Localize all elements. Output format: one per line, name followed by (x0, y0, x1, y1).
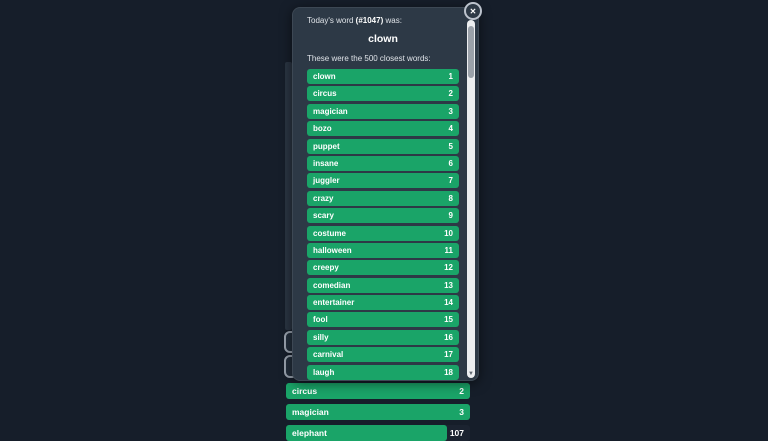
word-label: crazy (313, 193, 334, 203)
word-label: fool (313, 315, 328, 325)
word-label: costume (313, 228, 346, 238)
guess-word-label: magician (292, 407, 329, 417)
word-rank: 17 (444, 350, 453, 360)
scroll-down-arrow-icon[interactable]: ▼ (468, 371, 474, 377)
word-label: laugh (313, 367, 335, 377)
title-suffix: was: (383, 16, 402, 25)
word-row (307, 243, 459, 258)
guess-row-text (286, 425, 470, 441)
word-row (307, 191, 459, 206)
word-rank: 8 (448, 193, 453, 203)
word-rank: 3 (448, 106, 453, 116)
word-rank: 13 (444, 280, 453, 290)
word-row (307, 86, 459, 101)
word-label: juggler (313, 176, 340, 186)
guess-rank: 3 (459, 407, 464, 417)
word-rank: 4 (448, 124, 453, 134)
word-label: magician (313, 106, 348, 116)
scrollbar-thumb[interactable] (468, 26, 474, 78)
modal-scrollbar[interactable] (467, 20, 475, 378)
word-row (307, 69, 459, 84)
word-row (307, 121, 459, 136)
close-button[interactable] (464, 2, 482, 20)
word-rank: 15 (444, 315, 453, 325)
guess-row (286, 425, 470, 441)
word-rank: 10 (444, 228, 453, 238)
word-label: bozo (313, 124, 332, 134)
word-row (307, 104, 459, 119)
word-rank: 6 (448, 158, 453, 168)
modal-content (293, 8, 478, 380)
word-rank: 9 (448, 211, 453, 221)
modal-title (307, 15, 459, 26)
guess-rank: 107 (449, 428, 464, 438)
word-label: creepy (313, 263, 339, 273)
todays-word: clown (368, 33, 398, 45)
guess-row (286, 404, 470, 420)
guess-row-text (286, 383, 470, 399)
puzzle-number: (#1047) (355, 16, 384, 25)
word-rank: 18 (444, 367, 453, 377)
word-label: comedian (313, 280, 351, 290)
word-row (307, 260, 459, 275)
word-label: clown (313, 72, 336, 81)
word-label: puppet (313, 141, 340, 151)
word-row (307, 278, 459, 293)
word-rank: 16 (444, 332, 453, 342)
closest-words-modal (292, 7, 479, 381)
guess-word-label: elephant (292, 428, 327, 438)
guess-rows (286, 383, 470, 441)
word-rank: 11 (444, 245, 453, 255)
guess-word-label: circus (292, 386, 318, 396)
word-label: carnival (313, 350, 344, 360)
word-rank: 2 (448, 89, 453, 99)
word-rank: 5 (448, 141, 453, 151)
word-label: scary (313, 211, 334, 221)
word-label: circus (313, 89, 337, 99)
word-label: silly (313, 332, 329, 342)
word-label: halloween (313, 245, 352, 255)
word-rank: 12 (444, 263, 453, 273)
modal-subtitle: These were the 500 closest words: (307, 54, 431, 63)
word-label: entertainer (313, 298, 355, 308)
closest-words-list (307, 69, 459, 380)
word-rank: 1 (448, 72, 453, 81)
word-rank: 14 (444, 298, 453, 308)
word-row (307, 347, 459, 362)
dimmed-background-strip (285, 62, 292, 330)
word-row (307, 156, 459, 171)
word-row (307, 330, 459, 345)
title-prefix: Today's word (307, 16, 356, 25)
word-label: insane (313, 158, 339, 168)
word-rank: 7 (448, 176, 453, 186)
word-row (307, 139, 459, 154)
word-row (307, 208, 459, 223)
word-row (307, 365, 459, 380)
word-row (307, 173, 459, 188)
word-row (307, 312, 459, 327)
close-icon: ✕ (469, 6, 477, 16)
word-row (307, 295, 459, 310)
word-row (307, 226, 459, 241)
guess-row (286, 383, 470, 399)
guess-rank: 2 (459, 386, 464, 396)
guess-row-text (286, 404, 470, 420)
